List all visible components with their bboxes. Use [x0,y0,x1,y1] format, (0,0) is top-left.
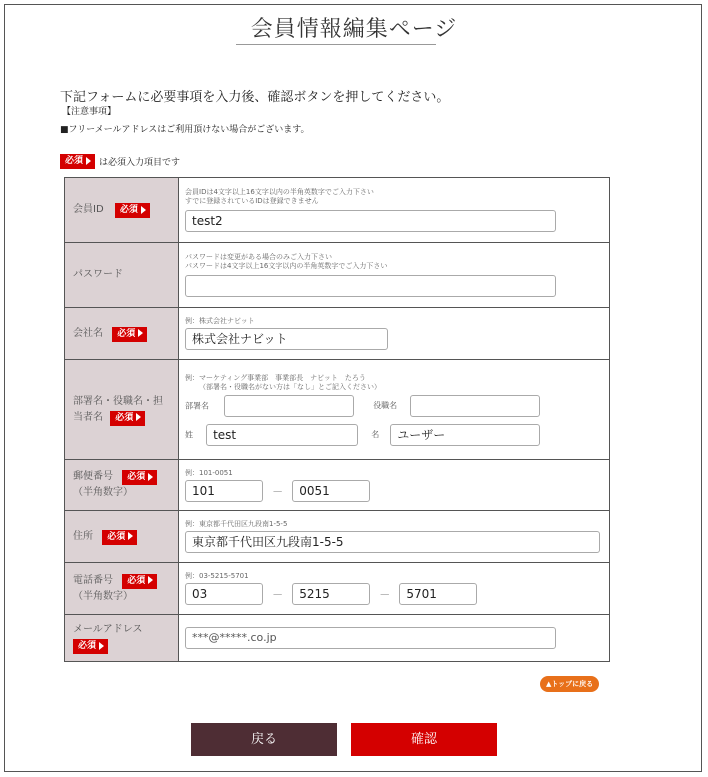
postal-inputs [185,480,603,502]
hint-address: 例：東京都千代田区九段南1-5-5 [185,520,288,528]
phone-separator-2: － [379,588,391,601]
required-legend [60,154,180,169]
arrow-right-icon [128,532,133,540]
email-input[interactable]: ***@*****.co.jp [185,627,556,649]
arrow-right-icon [136,413,141,421]
last-name-input[interactable]: test [206,424,358,446]
row-member-id [65,178,610,243]
row-email [65,615,610,662]
arrow-right-icon [148,576,153,584]
first-name-label: 名 [371,430,380,439]
field-person [179,360,610,460]
arrow-right-icon [141,206,146,214]
arrow-right-icon [99,642,104,650]
label-person: 部署名・役職名・担当者名 必須 [65,360,179,460]
title-underline [236,44,436,45]
first-name-input[interactable]: ユーザー [390,424,540,446]
arrow-right-icon [148,473,153,481]
hint-password-2: パスワードは4文字以上16文字以内の半角英数字でご入力下さい [185,262,388,270]
legend-text: は必須入力項目です [99,158,181,168]
required-badge: 必須 [73,639,108,654]
row-password [65,243,610,308]
arrow-right-icon [86,157,91,165]
position-label: 役職名 [373,401,398,410]
label-company: 会社名 必須 [65,308,179,360]
phone-input-3[interactable]: 5701 [399,583,477,605]
page-title: 会員情報編集ページ [250,17,458,42]
hint-postal: 例：101-0051 [185,468,233,477]
required-badge: 必須 [60,154,95,169]
required-badge: 必須 [102,530,137,545]
note-heading: 【注意事項】 [62,107,117,117]
label-phone: 電話番号 必須 （半角数字） [65,563,179,615]
hint-password-1: パスワードは変更がある場合のみご入力下さい [185,253,332,261]
postal-input-2[interactable]: 0051 [292,480,370,502]
field-postal [179,460,610,511]
postal-input-1[interactable]: 101 [185,480,263,502]
dept-input[interactable] [224,395,354,417]
label-email: メールアドレス 必須 [65,615,179,662]
field-company [179,308,610,360]
hint-member-id-1: 会員IDは4文字以上16文字以内の半角英数字でご入力下さい [185,188,374,196]
phone-input-1[interactable]: 03 [185,583,263,605]
position-input[interactable] [410,395,540,417]
arrow-right-icon [138,329,143,337]
postal-separator: － [272,484,284,498]
row-company [65,308,610,360]
phone-input-2[interactable]: 5215 [292,583,370,605]
password-input[interactable] [185,275,556,297]
row-postal [65,460,610,511]
label-password: パスワード [65,243,179,308]
label-member-id: 会員ID 必須 [65,178,179,243]
address-input[interactable]: 東京都千代田区九段南1-5-5 [185,531,600,553]
member-id-input[interactable]: test2 [185,210,556,232]
required-badge: 必須 [122,574,157,589]
intro-text: 下記フォームに必要事項を入力後、確認ボタンを押してください。 [60,90,450,105]
person-row-2 [185,424,603,446]
back-to-top-link[interactable]: ▲トップに戻る [540,676,599,692]
dept-label: 部署名 [185,401,209,410]
back-button[interactable]: 戻る [191,723,337,756]
row-phone [65,563,610,615]
phone-separator-1: － [272,588,284,601]
last-name-label: 姓 [185,430,193,439]
field-email [179,615,610,662]
hint-member-id-2: すでに登録されているIDは登録できません [185,197,319,205]
hint-person-2: （部署名・役職名がない方は「なし」とご記入ください） [199,382,381,391]
label-address: 住所 必須 [65,511,179,563]
member-form [64,177,610,662]
row-person [65,360,610,460]
field-password [179,243,610,308]
label-postal: 郵便番号 必須 （半角数字） [65,460,179,511]
required-badge: 必須 [122,470,157,485]
required-badge: 必須 [115,203,150,218]
company-input[interactable]: 株式会社ナビット [185,328,388,350]
required-badge: 必須 [110,411,145,426]
required-badge: 必須 [112,327,147,342]
field-phone [179,563,610,615]
hint-person-1: 例：マーケティング事業部 事業部長 ナビット たろう [185,373,366,382]
person-row-1 [185,395,603,417]
confirm-button[interactable]: 確認 [351,723,497,756]
hint-company: 例：株式会社ナビット [185,317,255,325]
field-address [179,511,610,563]
phone-inputs [185,583,603,605]
hint-phone: 例：03-5215-5701 [185,572,249,580]
field-member-id [179,178,610,243]
note-text: ■フリーメールアドレスはご利用頂けない場合がございます。 [60,125,310,135]
row-address [65,511,610,563]
